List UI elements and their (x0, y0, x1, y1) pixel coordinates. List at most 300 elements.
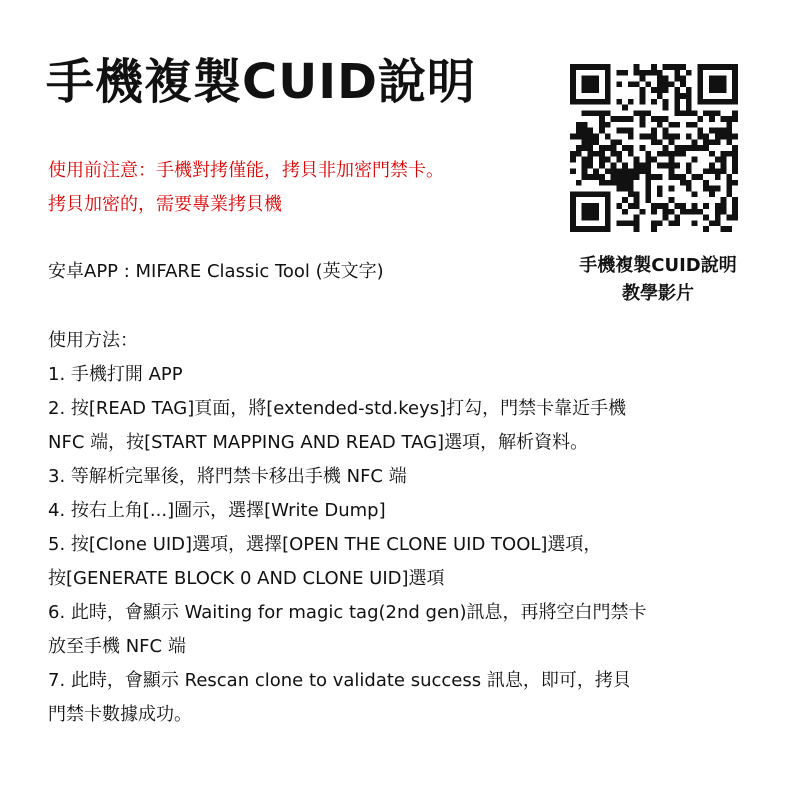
qr-module (692, 139, 698, 145)
qr-module (703, 186, 709, 192)
warning-line-1: 使用前注意：手機對拷僅能，拷貝非加密門禁卡。 (48, 160, 444, 181)
qr-module (616, 174, 622, 180)
qr-module (651, 174, 657, 180)
qr-module (570, 157, 576, 163)
qr-module (668, 162, 674, 168)
qr-module (599, 145, 605, 151)
qr-module (657, 203, 663, 209)
qr-module (599, 122, 605, 128)
qr-module (686, 105, 692, 111)
qr-module (599, 110, 605, 116)
qr-module (674, 76, 680, 82)
qr-module (640, 145, 646, 151)
qr-module (599, 116, 605, 122)
qr-module (726, 215, 732, 221)
qr-module (697, 134, 703, 140)
qr-module (634, 162, 640, 168)
qr-module (605, 168, 611, 174)
qr-module (657, 122, 663, 128)
qr-module (726, 186, 732, 192)
qr-module (616, 116, 622, 122)
qr-module (634, 215, 640, 221)
qr-module (587, 128, 593, 134)
qr-module (628, 134, 634, 140)
qr-module (640, 162, 646, 168)
qr-module (599, 157, 605, 163)
qr-module (622, 168, 628, 174)
qr-module (732, 134, 738, 140)
qr-module (703, 203, 709, 209)
qr-module (680, 93, 686, 99)
qr-module (726, 191, 732, 197)
qr-module (663, 81, 669, 87)
qr-module (645, 174, 651, 180)
qr-module (674, 162, 680, 168)
qr-module (726, 116, 732, 122)
qr-module (721, 157, 727, 163)
qr-module (634, 174, 640, 180)
qr-module (726, 226, 732, 232)
qr-module (703, 180, 709, 186)
qr-module (674, 215, 680, 221)
qr-module (657, 186, 663, 192)
qr-module (616, 168, 622, 174)
qr-module (640, 134, 646, 140)
qr-module (634, 191, 640, 197)
qr-module (721, 128, 727, 134)
qr-module (680, 145, 686, 151)
qr-module (668, 168, 674, 174)
qr-module (715, 203, 721, 209)
warning-notice (48, 154, 444, 222)
qr-module (593, 134, 599, 140)
qr-module (709, 116, 715, 122)
qr-module (640, 110, 646, 116)
qr-module (634, 110, 640, 116)
qr-module (663, 128, 669, 134)
instruction-line: 1. 手機打開 APP (48, 364, 183, 385)
qr-module (582, 134, 588, 140)
qr-module (674, 122, 680, 128)
qr-module (721, 197, 727, 203)
qr-module (657, 81, 663, 87)
qr-module (616, 186, 622, 192)
qr-module (640, 122, 646, 128)
qr-module (605, 134, 611, 140)
qr-module (668, 122, 674, 128)
qr-module (605, 180, 611, 186)
qr-module (692, 203, 698, 209)
qr-module (686, 145, 692, 151)
qr-module (570, 168, 576, 174)
qr-module (587, 174, 593, 180)
qr-module (587, 134, 593, 140)
qr-module (721, 203, 727, 209)
qr-module (674, 203, 680, 209)
qr-module (663, 134, 669, 140)
qr-module (674, 93, 680, 99)
qr-module (721, 226, 727, 232)
qr-module (628, 220, 634, 226)
qr-module (605, 157, 611, 163)
qr-module (582, 139, 588, 145)
qr-module (634, 64, 640, 70)
qr-module (697, 174, 703, 180)
qr-module (611, 162, 617, 168)
qr-module (616, 70, 622, 76)
qr-module (674, 105, 680, 111)
qr-module (628, 180, 634, 186)
qr-module (715, 168, 721, 174)
instructions-heading: 使用方法： (48, 330, 138, 351)
qr-module (634, 220, 640, 226)
qr-module (645, 70, 651, 76)
qr-module (674, 87, 680, 93)
qr-module (703, 110, 709, 116)
qr-module (622, 186, 628, 192)
qr-module (674, 110, 680, 116)
qr-module (668, 81, 674, 87)
instruction-line: 6. 此時，會顯示 Waiting for magic tag(2nd gen)訊息，再將空白門禁卡 (48, 602, 647, 623)
qr-module (628, 168, 634, 174)
qr-module (663, 105, 669, 111)
qr-module (582, 174, 588, 180)
qr-module (576, 180, 582, 186)
qr-module (599, 151, 605, 157)
qr-module (715, 139, 721, 145)
qr-module (668, 220, 674, 226)
qr-module (686, 168, 692, 174)
qr-module (709, 139, 715, 145)
qr-module (616, 157, 622, 163)
qr-module (645, 191, 651, 197)
qr-module (616, 99, 622, 105)
qr-module (686, 110, 692, 116)
qr-module (657, 174, 663, 180)
qr-module (582, 122, 588, 128)
qr-module (616, 139, 622, 145)
qr-module (570, 151, 576, 157)
qr-module (715, 209, 721, 215)
qr-module (576, 134, 582, 140)
qr-module (657, 76, 663, 82)
qr-module (726, 151, 732, 157)
qr-module (680, 81, 686, 87)
qr-module (570, 134, 576, 140)
qr-module (651, 203, 657, 209)
qr-module (726, 180, 732, 186)
qr-module (622, 162, 628, 168)
qr-module (587, 139, 593, 145)
qr-module (715, 157, 721, 163)
qr-module (622, 220, 628, 226)
qr-module (582, 162, 588, 168)
qr-module (576, 122, 582, 128)
qr-module (657, 191, 663, 197)
qr-module (628, 191, 634, 197)
qr-module (628, 128, 634, 134)
qr-module (674, 99, 680, 105)
qr-module (686, 180, 692, 186)
qr-module (622, 145, 628, 151)
qr-module (599, 174, 605, 180)
qr-module (709, 220, 715, 226)
qr-module (628, 99, 634, 105)
instruction-line: 門禁卡數據成功。 (48, 704, 192, 725)
qr-module (616, 151, 622, 157)
qr-module (611, 145, 617, 151)
qr-module (715, 110, 721, 116)
qr-module (645, 134, 651, 140)
qr-module (686, 186, 692, 192)
qr-module (634, 226, 640, 232)
qr-module (611, 168, 617, 174)
qr-module (668, 157, 674, 163)
qr-module (663, 209, 669, 215)
qr-module (651, 116, 657, 122)
qr-module (686, 70, 692, 76)
qr-module (645, 162, 651, 168)
qr-module (732, 157, 738, 163)
qr-module (692, 122, 698, 128)
instruction-line: 3. 等解析完畢後，將門禁卡移出手機 NFC 端 (48, 466, 407, 487)
qr-module (680, 64, 686, 70)
qr-module (651, 70, 657, 76)
qr-module (576, 145, 582, 151)
qr-module (663, 151, 669, 157)
qr-module (709, 168, 715, 174)
qr-module (703, 168, 709, 174)
qr-module (582, 168, 588, 174)
qr-module (686, 162, 692, 168)
qr-module (634, 203, 640, 209)
qr-module (651, 134, 657, 140)
qr-module (668, 139, 674, 145)
qr-module (663, 99, 669, 105)
qr-module (640, 168, 646, 174)
qr-module (640, 70, 646, 76)
qr-module (605, 110, 611, 116)
qr-module (732, 145, 738, 151)
qr-module (680, 174, 686, 180)
qr-module (593, 168, 599, 174)
qr-module (674, 220, 680, 226)
qr-module (628, 186, 634, 192)
qr-module (605, 145, 611, 151)
qr-module (703, 226, 709, 232)
qr-module (732, 215, 738, 221)
qr-module (576, 151, 582, 157)
qr-module (616, 203, 622, 209)
qr-caption-line-2: 教學影片 (622, 283, 694, 304)
qr-module (709, 128, 715, 134)
qr-module (582, 157, 588, 163)
qr-module (628, 116, 634, 122)
qr-module (674, 145, 680, 151)
qr-module (587, 151, 593, 157)
qr-module (703, 145, 709, 151)
instruction-line: 按[GENERATE BLOCK 0 AND CLONE UID]選項 (48, 568, 445, 589)
qr-module (645, 157, 651, 163)
qr-module (732, 197, 738, 203)
qr-module (703, 215, 709, 221)
qr-code[interactable] (570, 64, 738, 232)
qr-module (709, 162, 715, 168)
qr-module (732, 116, 738, 122)
qr-module (732, 203, 738, 209)
qr-finder-top-left (570, 64, 611, 105)
qr-module (721, 151, 727, 157)
qr-module (616, 128, 622, 134)
qr-module (692, 157, 698, 163)
qr-module (680, 180, 686, 186)
qr-module (715, 174, 721, 180)
qr-module (721, 209, 727, 215)
qr-module (616, 180, 622, 186)
qr-module (599, 128, 605, 134)
qr-module (692, 209, 698, 215)
qr-module (692, 174, 698, 180)
qr-module (640, 116, 646, 122)
qr-module (651, 99, 657, 105)
qr-module (593, 174, 599, 180)
qr-module (622, 116, 628, 122)
qr-module (611, 151, 617, 157)
qr-module (645, 197, 651, 203)
qr-module (674, 174, 680, 180)
qr-module (651, 157, 657, 163)
qr-module (622, 105, 628, 111)
warning-line-2: 拷貝加密的，需要專業拷貝機 (48, 194, 282, 215)
qr-module (668, 134, 674, 140)
qr-module (697, 116, 703, 122)
qr-module (668, 64, 674, 70)
qr-module (663, 116, 669, 122)
qr-module (692, 191, 698, 197)
qr-module (663, 76, 669, 82)
qr-module (686, 93, 692, 99)
qr-caption (548, 252, 768, 308)
qr-module (657, 116, 663, 122)
qr-module (709, 151, 715, 157)
qr-module (582, 110, 588, 116)
qr-module (697, 209, 703, 215)
qr-module (732, 162, 738, 168)
qr-module (680, 151, 686, 157)
instruction-line: 7. 此時，會顯示 Rescan clone to validate success 訊息，即可，拷貝 (48, 670, 631, 691)
qr-module (715, 186, 721, 192)
qr-module (628, 151, 634, 157)
qr-module (593, 110, 599, 116)
qr-module (668, 197, 674, 203)
qr-module (663, 162, 669, 168)
qr-module (622, 209, 628, 215)
qr-module (680, 110, 686, 116)
qr-module (657, 151, 663, 157)
qr-module (622, 197, 628, 203)
qr-module (692, 110, 698, 116)
qr-module (645, 186, 651, 192)
qr-module (709, 186, 715, 192)
qr-module (634, 197, 640, 203)
qr-module (634, 70, 640, 76)
qr-module (640, 93, 646, 99)
qr-module (611, 116, 617, 122)
qr-module (616, 220, 622, 226)
qr-module (674, 64, 680, 70)
qr-module (616, 81, 622, 87)
qr-module (692, 220, 698, 226)
qr-module (732, 209, 738, 215)
qr-module (605, 122, 611, 128)
qr-module (686, 87, 692, 93)
qr-module (645, 151, 651, 157)
qr-module (721, 134, 727, 140)
qr-module (587, 145, 593, 151)
qr-finder-bottom-left (570, 191, 611, 232)
qr-module (668, 174, 674, 180)
qr-module (611, 174, 617, 180)
qr-module (680, 203, 686, 209)
qr-module (582, 145, 588, 151)
qr-module (640, 76, 646, 82)
qr-module (686, 122, 692, 128)
qr-module (726, 174, 732, 180)
instruction-line: 2. 按[READ TAG]頁面，將[extended-std.keys]打勾，門禁卡靠近手機 (48, 398, 627, 419)
app-name-line: 安卓APP : MIFARE Classic Tool (英文字) (48, 261, 384, 282)
qr-caption-line-1: 手機複製CUID說明 (579, 255, 737, 276)
qr-module (657, 162, 663, 168)
instruction-line: 5. 按[Clone UID]選項，選擇[OPEN THE CLONE UID TOOL]選項， (48, 534, 602, 555)
qr-module (645, 168, 651, 174)
qr-module (663, 145, 669, 151)
qr-module (651, 128, 657, 134)
qr-module (721, 168, 727, 174)
qr-module (634, 168, 640, 174)
qr-module (703, 134, 709, 140)
qr-module (726, 134, 732, 140)
qr-module (697, 128, 703, 134)
qr-module (628, 174, 634, 180)
qr-module (593, 151, 599, 157)
qr-module (680, 209, 686, 215)
qr-module (674, 70, 680, 76)
qr-module (663, 203, 669, 209)
qr-module (651, 220, 657, 226)
qr-module (709, 191, 715, 197)
qr-module (668, 186, 674, 192)
qr-module (582, 128, 588, 134)
qr-module (651, 87, 657, 93)
qr-module (645, 180, 651, 186)
qr-module (611, 180, 617, 186)
qr-module (709, 110, 715, 116)
qr-module (599, 180, 605, 186)
page-title: 手機複製CUID說明 (46, 54, 476, 110)
qr-module (697, 145, 703, 151)
instructions-block (48, 324, 646, 732)
instruction-line: 放至手機 NFC 端 (48, 636, 186, 657)
instruction-line: 4. 按右上角[...]圖示，選擇[Write Dump] (48, 500, 386, 521)
qr-module (668, 151, 674, 157)
qr-module (686, 209, 692, 215)
qr-module (634, 157, 640, 163)
qr-module (651, 226, 657, 232)
qr-module (587, 162, 593, 168)
qr-module (651, 64, 657, 70)
qr-module (686, 134, 692, 140)
qr-module (674, 151, 680, 157)
